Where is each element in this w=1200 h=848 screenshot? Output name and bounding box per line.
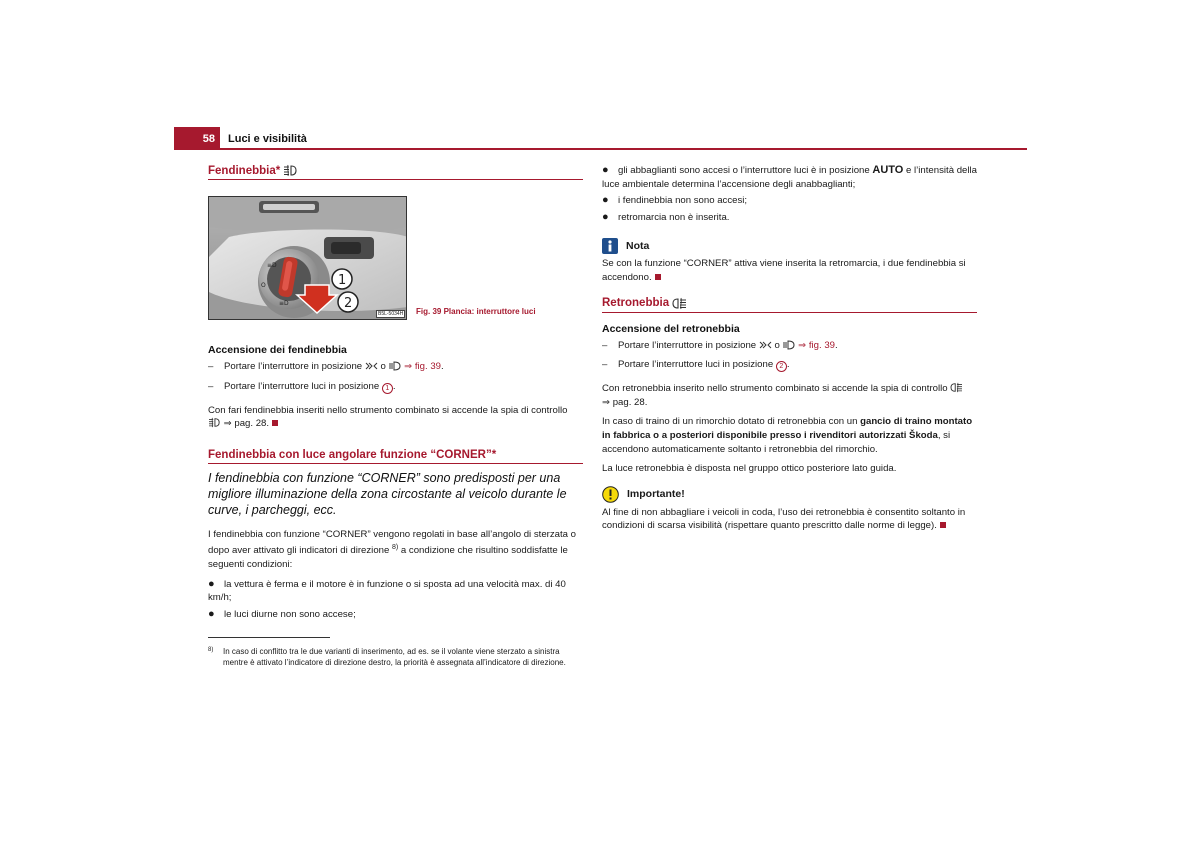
- footnote: 8) In caso di conflitto tra le due varianti di inserimento, ad es. se il volante viene sterzato a sinistra mentre è attivato l’indicatore di direzione destro, la priorità è assegnata all’indicatore di direzione.: [208, 647, 566, 667]
- figure-code: B5L-5034H: [378, 311, 404, 317]
- rear-fog-light-icon: [950, 382, 963, 393]
- paragraph: I fendinebbia con funzione “CORNER” vengono regolati in base all’angolo di sterzata o dopo aver attivato gli indicatori di direzione $^{8)}$ a condizione che risultino soddisfatte le seguenti condizioni:: [208, 528, 576, 571]
- section-heading-fog-lights: Fendinebbia*: [208, 164, 583, 180]
- front-fog-light-icon: [208, 417, 221, 428]
- svg-text:≡D: ≡D: [279, 300, 289, 307]
- footnote-rule: [208, 637, 330, 638]
- end-marker: [940, 522, 946, 528]
- end-marker: [655, 274, 661, 280]
- header-rule: [174, 148, 1027, 150]
- parking-light-icon: [759, 340, 772, 350]
- important-heading: Importante!: [602, 486, 977, 503]
- end-marker: [272, 420, 278, 426]
- list-item: – Portare l’interruttore in posizione o ⇒ fig. 39.: [208, 361, 444, 372]
- list-item: ● le luci diurne non sono accese;: [208, 607, 356, 620]
- list-item: – Portare l’interruttore luci in posizione 2 .: [602, 359, 790, 371]
- footnote-ref: 8): [392, 544, 399, 552]
- auto-label: AUTO: [872, 164, 904, 176]
- chapter-title: Luci e visibilità: [228, 133, 307, 145]
- figure-label-2: 2: [344, 296, 353, 311]
- left-column: [208, 164, 583, 625]
- bullet-dot: ●: [208, 607, 215, 620]
- subheading-fog-on: Accensione dei fendinebbia: [208, 344, 347, 356]
- bullet-dot: ●: [602, 210, 609, 223]
- intro-text: I fendinebbia con funzione “CORNER” sono predisposti per una migliore illuminazione della zona circostante al veicolo durante le curve, i parcheggi, ecc.: [208, 470, 567, 517]
- front-fog-light-icon: [283, 164, 298, 177]
- paragraph: In caso di traino di un rimorchio dotato di retronebbia con un gancio di traino montato in fabbrica o a posteriori disponibile presso i rivenditori autorizzati Škoda, si accendono automaticamente soltanto i retronebbia del rimorchio.: [602, 416, 973, 455]
- note-heading: Nota: [602, 238, 977, 254]
- section-heading-corner: Fendinebbia con luce angolare funzione “CORNER”*: [208, 449, 583, 464]
- link-fig-39[interactable]: ⇒ fig. 39: [798, 339, 835, 351]
- list-item: – Portare l’interruttore in posizione o ⇒ fig. 39.: [602, 339, 838, 351]
- page-header: [174, 127, 1027, 150]
- list-item: ● i fendinebbia non sono accesi;: [602, 194, 748, 207]
- list-item: ● la vettura è ferma e il motore è in funzione o si sposta ad una velocità max. di 40 km/h;: [208, 577, 566, 604]
- paragraph: Con retronebbia inserito nello strumento combinato si accende la spia di controllo ⇒ pag. 28.: [602, 382, 977, 409]
- svg-text:≡D: ≡D: [267, 262, 277, 269]
- dipped-beam-icon: [388, 361, 401, 371]
- subheading-rear-fog-on: Accensione del retronebbia: [602, 322, 740, 335]
- list-item: ● gli abbaglianti sono accesi o l’interruttore luci è in posizione AUTO e l’intensità della luce ambientale determina l’accensione degli anabbaglianti;: [602, 164, 977, 190]
- parking-light-icon: [365, 361, 378, 371]
- note-text: Se con la funzione “CORNER” attiva viene inserita la retromarcia, i due fendinebbia si accendono.: [602, 258, 966, 283]
- bullet-dot: ●: [602, 164, 609, 176]
- paragraph: Con fari fendinebbia inseriti nello strumento combinato si accende la spia di controllo ⇒ pag. 28.: [208, 404, 568, 430]
- warning-icon: [602, 486, 619, 503]
- figure-label-1: 1: [338, 273, 347, 288]
- position-marker: 1: [382, 383, 393, 394]
- bullet-dot: ●: [208, 577, 215, 590]
- position-marker: 2: [776, 361, 787, 372]
- right-column: [602, 164, 977, 539]
- bullet-dot: ●: [602, 194, 609, 207]
- important-text: Al fine di non abbagliare i veicoli in coda, l’uso dei retronebbia è consentito soltanto in condizioni di scarsa visibilità (rispettare quanto prescritto dalle norme di legge).: [602, 506, 966, 532]
- dipped-beam-icon: [782, 340, 795, 350]
- paragraph: La luce retronebbia è disposta nel gruppo ottico posteriore lato guida.: [602, 463, 897, 475]
- link-fig-39[interactable]: ⇒ fig. 39: [404, 361, 441, 372]
- rear-fog-light-icon: [672, 297, 687, 310]
- section-heading-rear-fog: Retronebbia: [602, 297, 977, 313]
- page-number: 58: [174, 127, 220, 149]
- list-item: ● retromarcia non è inserita.: [602, 210, 730, 223]
- info-icon: [602, 238, 618, 254]
- list-item: – Portare l’interruttore luci in posizione 1 .: [208, 380, 396, 392]
- figure-caption: Fig. 39 Plancia: interruttore luci: [416, 307, 536, 316]
- svg-text:O: O: [261, 282, 266, 289]
